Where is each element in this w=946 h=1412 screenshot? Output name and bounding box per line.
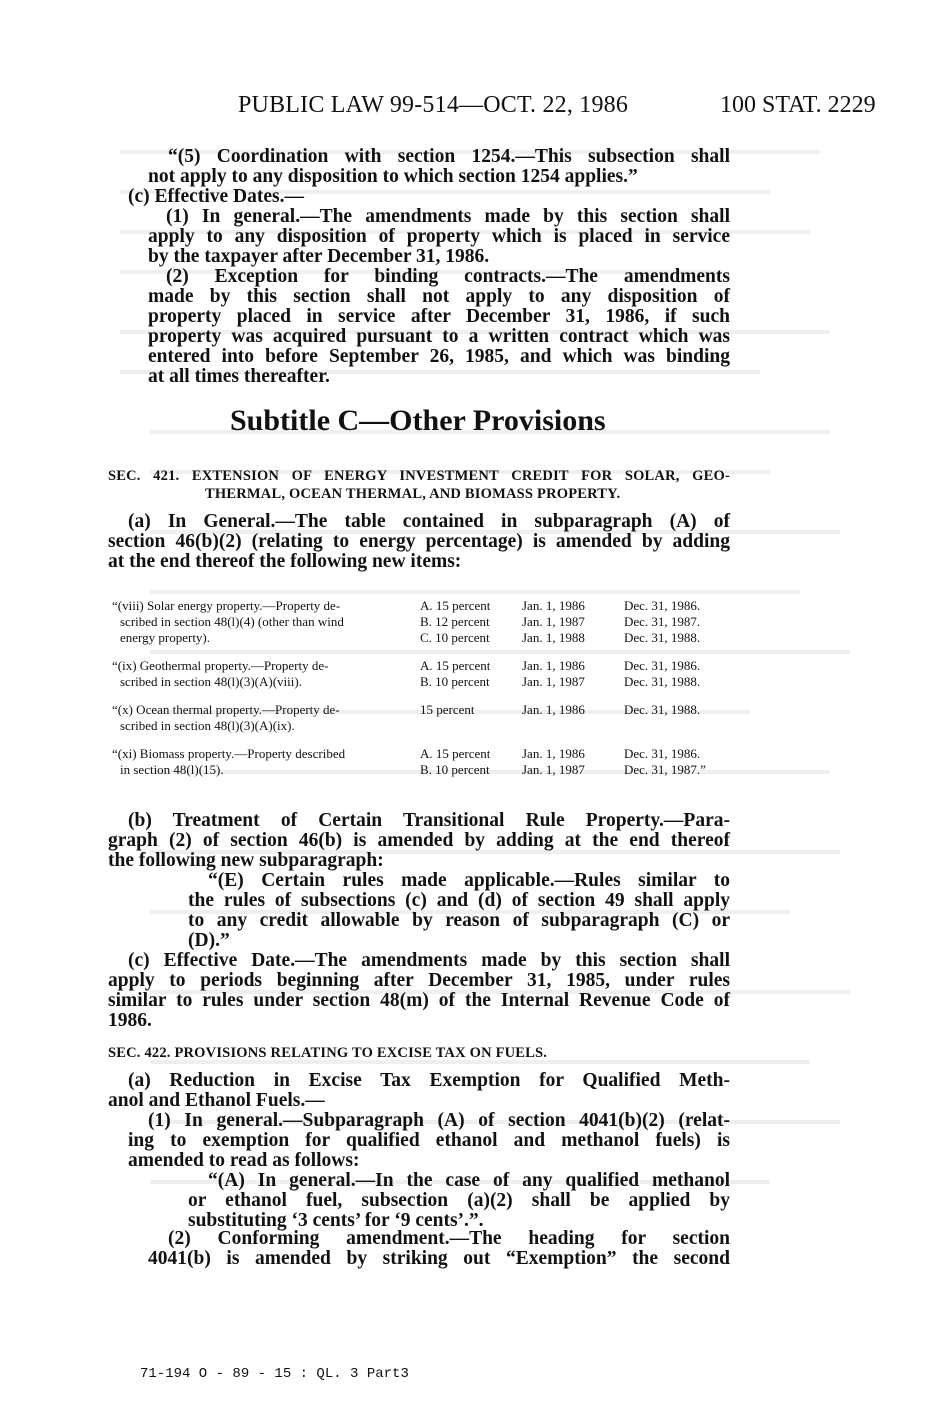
subsection-b-line: graph (2) of section 46(b) is amended by adding at the end thereof: [108, 830, 730, 851]
paragraph-2-line: property placed in service after December 31, 1986, if such: [148, 306, 730, 327]
subsection-c-line: (c) Effective Date.—The amendments made by this section shall: [128, 950, 730, 971]
table-cell-percent: B. 12 percent: [420, 614, 490, 629]
table-cell-start-date: Jan. 1, 1986: [522, 658, 585, 673]
subsection-b-line: (b) Treatment of Certain Transitional Rule Property.—Para-: [128, 810, 730, 831]
subparagraph-e-line: (D).”: [188, 930, 230, 951]
subparagraph-e-line: to any credit allowable by reason of subparagraph (C) or: [188, 910, 730, 931]
subsection-b-line: the following new subparagraph:: [108, 850, 384, 871]
table-row-desc-line: scribed in section 48(l)(4) (other than wind: [120, 614, 344, 629]
table-cell-start-date: Jan. 1, 1986: [522, 598, 585, 613]
quoted-subparagraph-line: “(A) In general.—In the case of any qualified methanol: [208, 1170, 730, 1191]
paragraph-5-line: “(5) Coordination with section 1254.—This subsection shall: [168, 146, 730, 167]
table-cell-start-date: Jan. 1, 1987: [522, 614, 585, 629]
section-text-block-1: [128, 147, 730, 387]
running-header-title: PUBLIC LAW 99-514—OCT. 22, 1986: [238, 92, 629, 118]
table-cell-percent: A. 15 percent: [420, 658, 491, 673]
quoted-subparagraph-line: substituting ‘3 cents’ for ‘9 cents’.”.: [188, 1210, 484, 1231]
table-cell-end-date: Dec. 31, 1988.: [624, 630, 701, 645]
paragraph-2-line: (2) Exception for binding contracts.—The amendments: [166, 266, 730, 287]
paragraph-2-line: at all times thereafter.: [148, 366, 330, 387]
paragraph-1-line: (1) In general.—The amendments made by this section shall: [166, 206, 730, 227]
table-cell-start-date: Jan. 1, 1987: [522, 762, 585, 777]
table-cell-percent: A. 15 percent: [420, 746, 491, 761]
paragraph-1-line: (1) In general.—Subparagraph (A) of section 4041(b)(2) (relat-: [148, 1110, 730, 1131]
table-cell-percent: C. 10 percent: [420, 630, 490, 645]
table-cell-percent: 15 percent: [420, 702, 475, 717]
table-row-desc-line: “(x) Ocean thermal property.—Property de-: [112, 702, 340, 717]
section-421-b-text: [108, 811, 730, 871]
quoted-subparagraph-line: or ethanol fuel, subsection (a)(2) shall be applied by: [188, 1190, 730, 1211]
subsection-a-line: anol and Ethanol Fuels.—: [108, 1090, 325, 1111]
section-422-paragraph-1: [128, 1111, 730, 1171]
quoted-subparagraph-a: [188, 1171, 730, 1231]
table-cell-end-date: Dec. 31, 1986.: [624, 746, 701, 761]
section-421-a-text: [108, 512, 730, 572]
subsection-c-line: 1986.: [108, 1010, 152, 1031]
table-cell-end-date: Dec. 31, 1987.: [624, 614, 701, 629]
statute-page-reference: 100 STAT. 2229: [720, 92, 876, 118]
subtitle-heading: Subtitle C—Other Provisions: [230, 404, 606, 437]
subparagraph-e-line: “(E) Certain rules made applicable.—Rules similar to: [208, 870, 730, 891]
paragraph-2-line: property was acquired pursuant to a written contract which was: [148, 326, 730, 347]
section-421-heading-line-1: SEC. 421. EXTENSION OF ENERGY INVESTMENT CREDIT FOR SOLAR, GEO-: [108, 468, 730, 484]
section-422-heading: SEC. 422. PROVISIONS RELATING TO EXCISE TAX ON FUELS.: [108, 1045, 548, 1061]
table-cell-end-date: Dec. 31, 1988.: [624, 674, 701, 689]
table-cell-percent: A. 15 percent: [420, 598, 491, 613]
table-cell-percent: B. 10 percent: [420, 674, 490, 689]
table-row-desc-line: energy property).: [120, 630, 211, 645]
subsection-a-line: (a) Reduction in Excise Tax Exemption for Qualified Meth-: [128, 1070, 730, 1091]
subsection-a-line: section 46(b)(2) (relating to energy percentage) is amended by adding: [108, 531, 730, 552]
table-cell-start-date: Jan. 1, 1986: [522, 746, 585, 761]
paragraph-2-line: 4041(b) is amended by striking out “Exemption” the second: [148, 1248, 730, 1269]
paragraph-1-line: apply to any disposition of property which is placed in service: [148, 226, 730, 247]
table-row-desc-line: “(viii) Solar energy property.—Property de-: [112, 598, 341, 613]
table-cell-end-date: Dec. 31, 1988.: [624, 702, 701, 717]
paragraph-2-line: entered into before September 26, 1985, and which was binding: [148, 346, 730, 367]
paragraph-1-line: by the taxpayer after December 31, 1986.: [148, 246, 490, 267]
table-cell-percent: B. 10 percent: [420, 762, 490, 777]
paragraph-2-line: (2) Conforming amendment.—The heading for section: [168, 1228, 730, 1249]
subsection-a-line: (a) In General.—The table contained in subparagraph (A) of: [128, 511, 730, 532]
paragraph-1-line: amended to read as follows:: [128, 1150, 360, 1171]
table-row-desc-line: scribed in section 48(l)(3)(A)(ix).: [120, 718, 295, 733]
printing-footer-code: 71-194 O - 89 - 15 : QL. 3 Part3: [140, 1366, 409, 1382]
section-422-a-text: [108, 1071, 730, 1111]
table-row-desc-line: “(ix) Geothermal property.—Property de-: [112, 658, 329, 673]
subsection-c-heading: (c) Effective Dates.—: [128, 186, 304, 207]
paragraph-5-line: not apply to any disposition to which section 1254 applies.”: [148, 166, 638, 187]
section-422-paragraph-2: [148, 1229, 730, 1269]
table-cell-start-date: Jan. 1, 1988: [522, 630, 585, 645]
table-cell-start-date: Jan. 1, 1987: [522, 674, 585, 689]
energy-percentage-table: [0, 598, 946, 788]
section-421-heading-line-2: THERMAL, OCEAN THERMAL, AND BIOMASS PROPERTY.: [205, 486, 621, 502]
table-row-desc-line: scribed in section 48(l)(3)(A)(viii).: [120, 674, 302, 689]
table-cell-start-date: Jan. 1, 1986: [522, 702, 585, 717]
subsection-a-line: at the end thereof the following new items:: [108, 551, 462, 572]
subparagraph-e-text: [188, 871, 730, 951]
paragraph-2-line: made by this section shall not apply to any disposition of: [148, 286, 730, 307]
table-row-desc-line: “(xi) Biomass property.—Property described: [112, 746, 346, 761]
subsection-c-line: similar to rules under section 48(m) of the Internal Revenue Code of: [108, 990, 730, 1011]
subsection-c-line: apply to periods beginning after December 31, 1985, under rules: [108, 970, 730, 991]
paragraph-1-line: ing to exemption for qualified ethanol and methanol fuels) is: [128, 1130, 730, 1151]
table-row-desc-line: in section 48(l)(15).: [120, 762, 224, 777]
table-cell-end-date: Dec. 31, 1987.”: [624, 762, 706, 777]
table-cell-end-date: Dec. 31, 1986.: [624, 598, 701, 613]
section-421-c-text: [108, 951, 730, 1031]
subparagraph-e-line: the rules of subsections (c) and (d) of section 49 shall apply: [188, 890, 730, 911]
table-cell-end-date: Dec. 31, 1986.: [624, 658, 701, 673]
